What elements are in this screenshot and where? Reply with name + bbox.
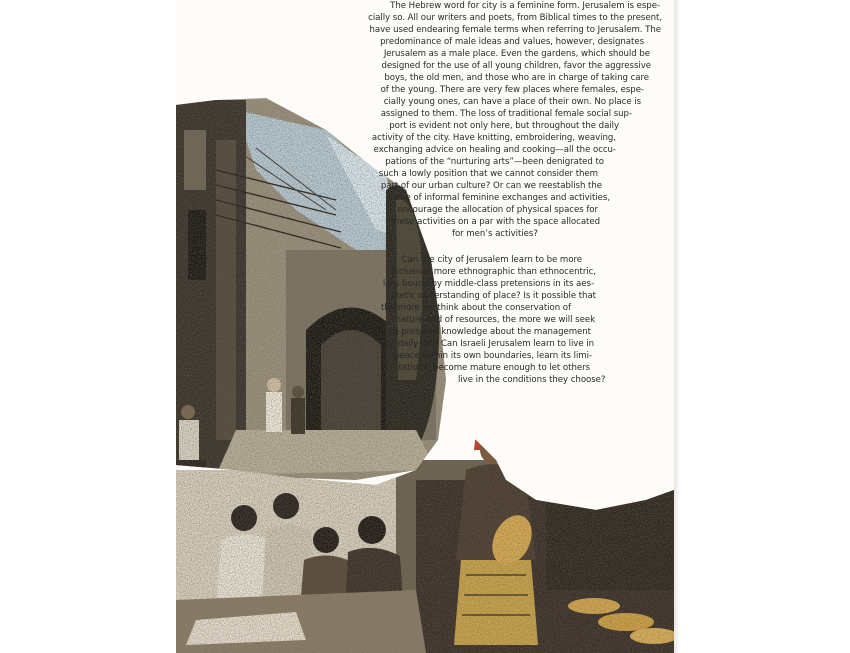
paragraph-2-line: to preserve knowledge about the management [390,327,591,337]
paragraph-1-line: assigned to them. The loss of traditional female social sup- [380,109,632,119]
paragraph-2-line: Can the city of Jerusalem learn to be more [401,255,582,265]
paragraph-2-line: thetic understanding of place? Is it possible that [390,291,596,301]
paragraph-1-line: of the young. There are very few places where females, espe- [380,85,644,95]
paragraph-2-line: inclusive, more ethnographic than ethnocentric, [391,267,596,277]
paragraph-2-line: of daily life? Can Israeli Jerusalem learn to live in [386,339,594,349]
page-edge-shadow [674,0,680,653]
paragraph-1-line: such a lowly position that we cannot consider them [378,169,598,179]
paragraph-1-line: port is evident not only here, but throughout the daily [389,121,619,131]
magazine-page [176,0,674,653]
paragraph-2-line: live in the conditions they choose? [458,375,606,385]
paragraph-1-line: cially so. All our writers and poets, from Biblical times to the present, [368,13,662,23]
paragraph-1-line: encourage the allocation of physical spaces for [397,205,598,215]
paragraph-1-line: Jerusalem as a male place. Even the gardens, which should be [383,49,650,59]
paragraph-1-line: for men’s activities? [452,229,538,239]
paragraph-1-line: predominance of male ideas and values, however, designates [380,37,644,47]
paragraph-1-line: part of our urban culture? Or can we reestablish the [380,181,602,191]
paragraph-1-line: The Hebrew word for city is a feminine form. Jerusalem is espe- [390,1,660,11]
paragraph-2-line: peace within its own boundaries, learn its limi- [393,351,592,361]
paragraph-1-line: pations of the “nurturing arts”—been denigrated to [385,157,604,167]
paragraph-1-line: cially young ones, can have a place of their own. No place is [383,97,641,107]
paragraph-2-line: tations, become mature enough to let others [398,363,590,373]
paragraph-1-line: activity of the city. Have knitting, embroidering, weaving, [371,133,616,143]
paragraph-1-line: exchanging advice on healing and cooking—all the occu- [373,145,616,155]
paragraph-1-line: boys, the old men, and those who are in charge of taking care [384,73,649,83]
article-body [176,0,674,653]
paragraph-1-line: value of informal feminine exchanges and activities, [387,193,610,203]
paragraph-1-line: designed for the use of all young children, favor the aggressive [381,61,651,71]
paragraph-2-line: less bound by middle-class pretensions in its aes- [382,279,594,289]
paragraph-2-line: the more we think about the conservation of [380,303,571,313]
paragraph-2-line: nature and of resources, the more we will seek [395,315,595,325]
paragraph-1-line: have used endearing female terms when referring to Jerusalem. The [369,25,661,35]
paragraph-1-line: these activities on a par with the space allocated [390,217,600,227]
